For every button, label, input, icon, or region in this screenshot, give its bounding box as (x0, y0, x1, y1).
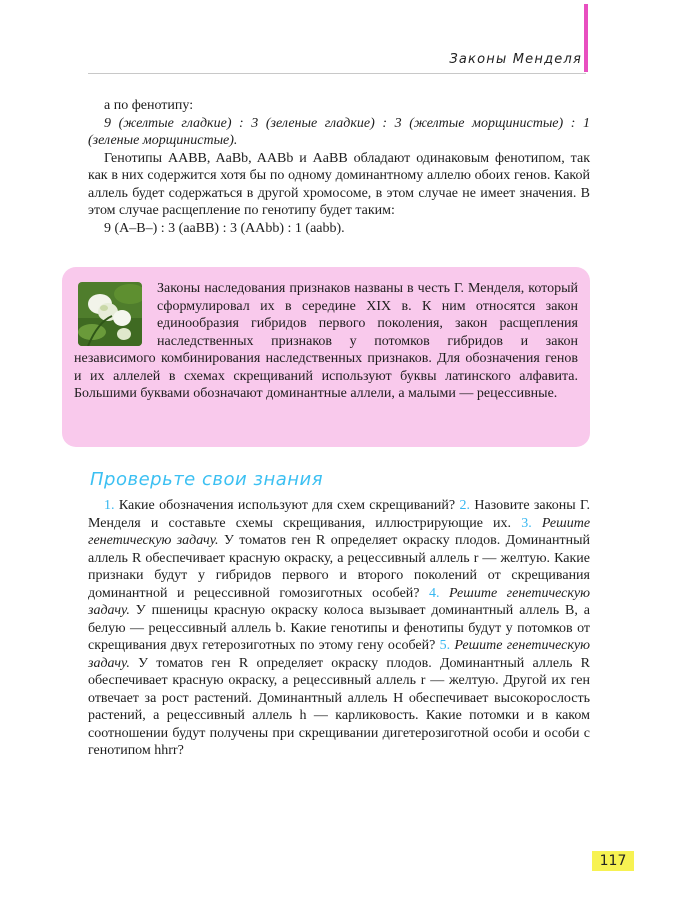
task-label-3: Решите генетическую задачу. (88, 515, 591, 548)
question-number-3: 3. (521, 515, 532, 531)
info-text: Законы наследования признаков названы в честь Г. Менделя, который сформулировал их в середине XIX в. К ним относятся закон единообразия гибридов первого поколения, закон расщепления наследственных признаков у потомков гибридов и закон независимого комбинирования наследственных признаков. Для обозначения генов и их аллелей в схемах скрещиваний используют буквы латинского алфавита. Большими буквами обозначают доминантные аллели, а малыми — рецессивные. (74, 281, 578, 401)
task-label-4: Решите генетическую задачу. (88, 585, 590, 618)
header-rule (88, 73, 586, 74)
questions-paragraph (88, 497, 590, 760)
running-header: Законы Менделя (449, 52, 582, 67)
section-title: Проверьте свои знания (90, 469, 324, 490)
question-4: У пшеницы красную окраску колоса вызывает доминантный аллель B, а белую — рецессивный аллель b. Какие генотипы и фенотипы будут у потомков от скрещивания двух гетерозиготных по этому гену особей? (88, 603, 591, 653)
question-5: У томатов ген R определяет окраску плодов. Доминантный аллель R обеспечивает красную окраску, а рецессивный аллель r — желтую. Другой их ген отвечает за рост растений. Доминантный аллель H обеспечивает высокорослость растений, а рецессивный аллель h — карликовость. Какие потомки и в каком соотношении будут получены при скрещивании дигетерозиготной особи и особи с генотипом hhrr? (88, 655, 591, 758)
info-box (62, 267, 590, 447)
genotype-ratio: 9 (A–B–) : 3 (aaBB) : 3 (AAbb) : 1 (aabb). (104, 220, 345, 236)
header-accent-bar (584, 4, 588, 72)
intro-text (88, 97, 590, 237)
genotype-paragraph: Генотипы AABB, AaBb, AABb и AaBB обладают одинаковым фенотипом, так как в них содержится хотя бы по одному доминантному аллелю обоих генов. Какой аллель будет содержаться в другой хромосоме, в этом случае не имеет значения. В этом случае расщепление по генотипу будет таким: (88, 150, 590, 218)
question-number-2: 2. (459, 498, 470, 513)
question-number-4: 4. (429, 585, 440, 601)
question-number-5: 5. (439, 638, 451, 653)
questions-text (88, 497, 590, 760)
question-3: У томатов ген R определяет окраску плодов. Доминантный аллель R обеспечивает красную окраску, а рецессивный аллель r — желтую. Какие признаки будут у гибридов первого и второго поколений от скрещивания доминантной и рецессивной гомозиготных особей? (88, 533, 590, 601)
question-2: Назовите законы Г. Менделя и составьте схемы скрещивания, иллюстрирующие их. (88, 498, 591, 531)
task-label-5: Решите генетическую задачу. (88, 638, 591, 671)
intro-line-1: а по фенотипу: (104, 98, 194, 113)
info-text-block (74, 280, 578, 403)
question-1: Какие обозначения используют для схем скрещиваний? (118, 498, 456, 513)
page-number: 117 (592, 851, 634, 871)
question-number-1: 1. (104, 498, 115, 513)
phenotype-ratio: 9 (желтые гладкие) : 3 (зеленые гладкие) : 3 (желтые морщинистые) : 1 (зеленые морщинистые). (88, 115, 590, 148)
